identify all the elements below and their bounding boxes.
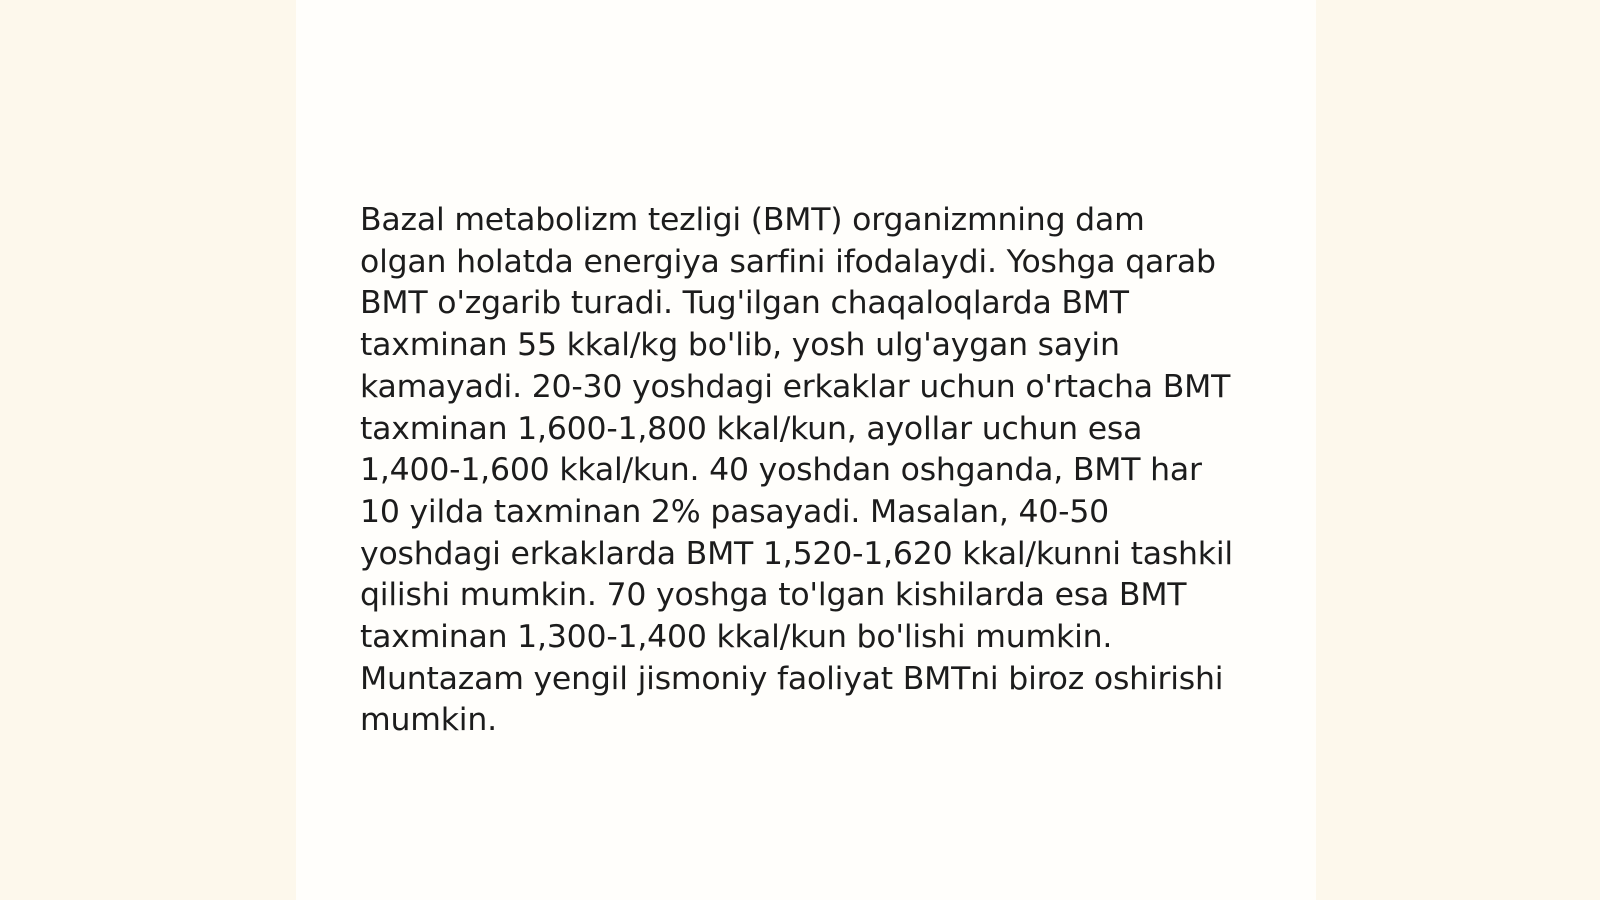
document-page [296, 0, 1316, 900]
body-paragraph: Bazal metabolizm tezligi (BMT) organizmning dam olgan holatda energiya sarfini ifodalaydi. Yoshga qarab BMT o'zgarib turadi. Tug'ilgan chaqaloqlarda BMT taxminan 55 kkal/kg bo'lib, yosh ulg'aygan sayin kamayadi. 20-30 yoshdagi erkaklar uchun o'rtacha BMT taxminan 1,600-1,800 kkal/kun, ayollar uchun esa 1,400-1,600 kkal/kun. 40 yoshdan oshganda, BMT har 10 yilda taxminan 2% pasayadi. Masalan, 40-50 yoshdagi erkaklarda BMT 1,520-1,620 kkal/kunni tashkil qilishi mumkin. 70 yoshga to'lgan kishilarda esa BMT taxminan 1,300-1,400 kkal/kun bo'lishi mumkin. Muntazam yengil jismoniy faoliyat BMTni biroz oshirishi mumkin. [360, 202, 1233, 739]
